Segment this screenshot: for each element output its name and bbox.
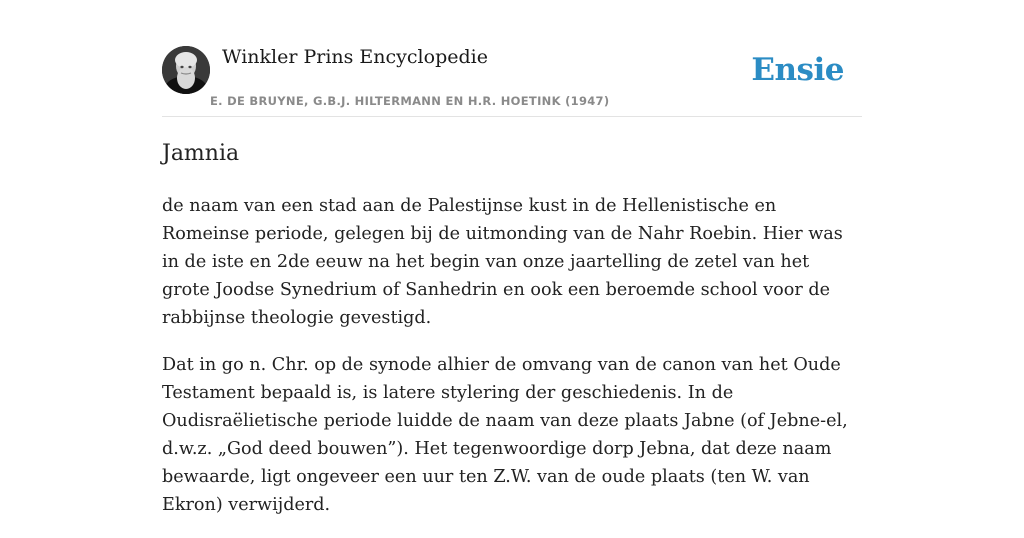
article-paragraph: Dat in go n. Chr. op de synode alhier de omvang van de canon van het Oude Testament bepaald is, is latere stylering der geschiedenis. In de Oudisraëlietische periode luidde de naam van deze plaats Jabne (of Jebne-el, d.w.z. „God deed bouwen”). Het tegenwoordige dorp Jebna, dat deze naam bewaarde, ligt ongeveer een uur ten Z.W. van de oude plaats (ten W. van Ekron) verwijderd.	[162, 355, 848, 515]
portrait-icon	[162, 46, 210, 94]
publication-authors: E. DE BRUYNE, G.B.J. HILTERMANN EN H.R. HOETINK (1947)	[210, 94, 610, 108]
ensie-logo-link[interactable]: Ensie	[751, 52, 844, 88]
author-avatar-icon[interactable]	[162, 46, 210, 94]
article-paragraph: de naam van een stad aan de Palestijnse kust in de Hellenistische en Romeinse periode, gelegen bij de uitmonding van de Nahr Roebin. Hier was in de iste en 2de eeuw na het begin van onze jaartelling de zetel van het grote Joodse Synedrium of Sanhedrin en ook een beroemde school voor de rabbijnse theologie gevestigd.	[162, 196, 843, 328]
article-title: Jamnia	[162, 141, 240, 166]
article-body	[162, 192, 862, 538]
publication-title[interactable]: Winkler Prins Encyclopedie	[222, 46, 488, 68]
header	[162, 46, 862, 117]
